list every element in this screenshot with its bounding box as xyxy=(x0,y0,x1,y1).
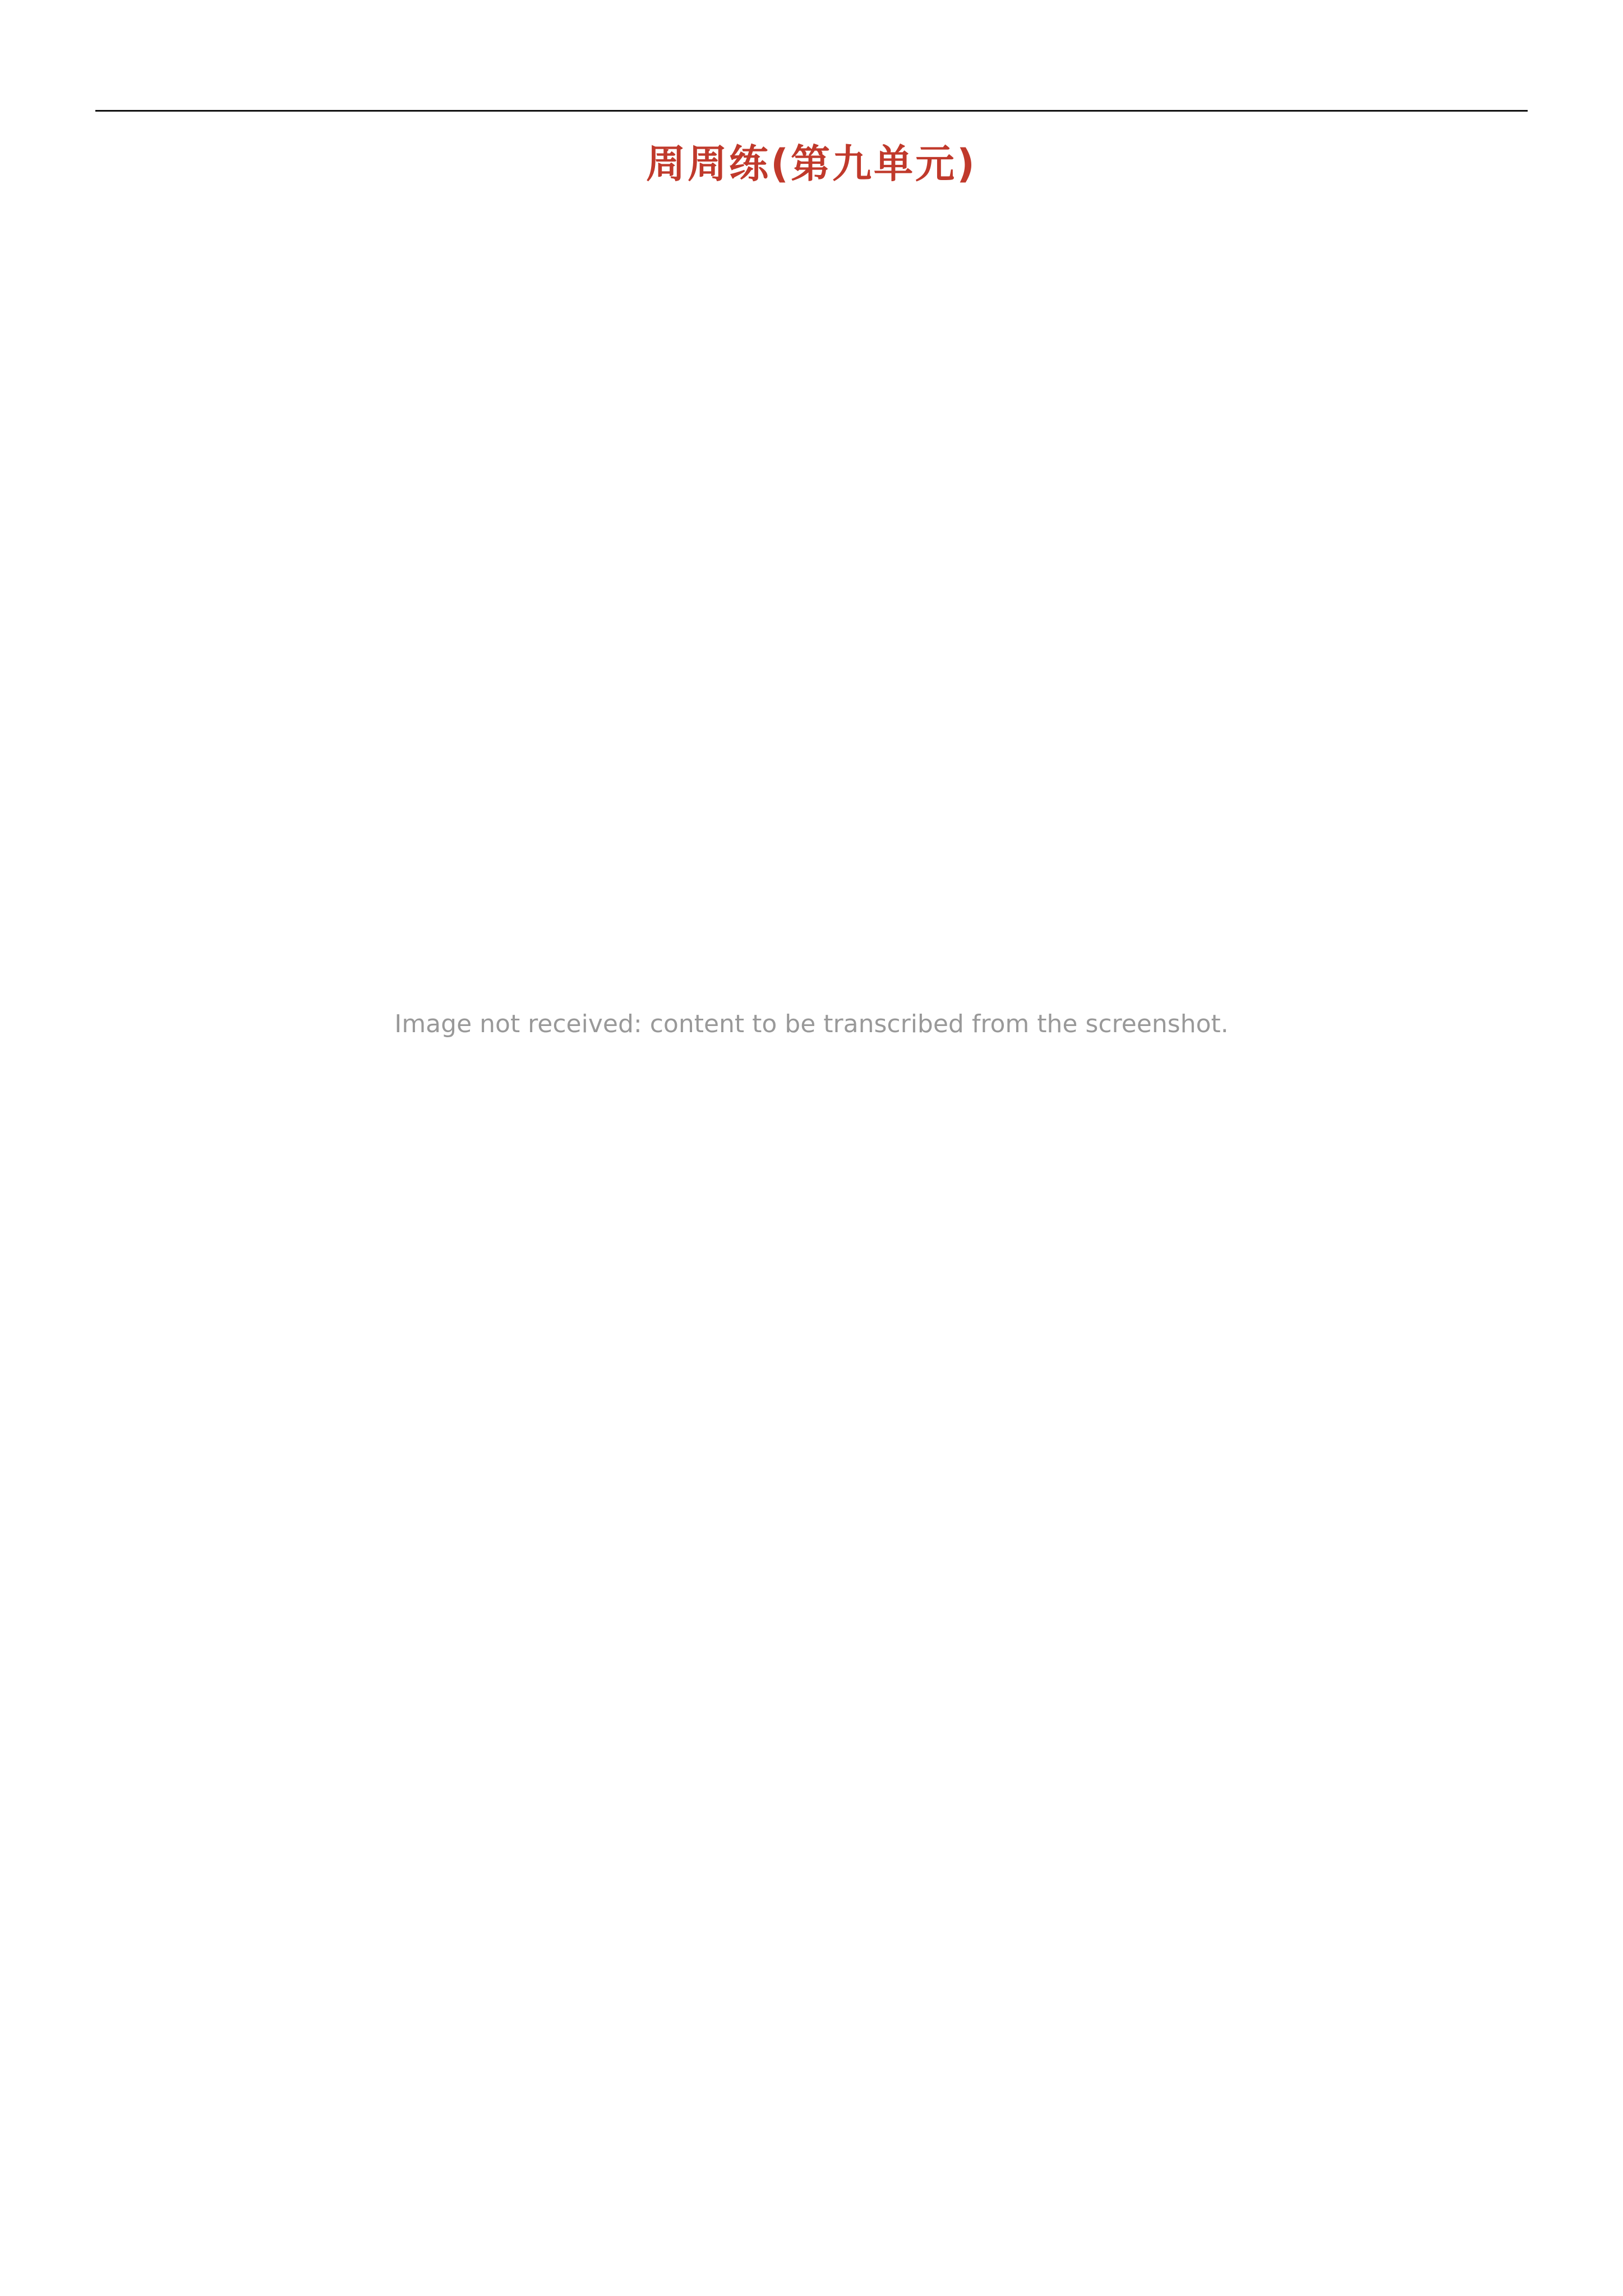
missing-image-note: Image not received: content to be transcribed from the screenshot. xyxy=(394,1010,1229,1038)
question-area xyxy=(95,202,1528,2184)
top-divider xyxy=(95,110,1528,112)
page-title: 周周练(第九单元) xyxy=(646,141,977,187)
